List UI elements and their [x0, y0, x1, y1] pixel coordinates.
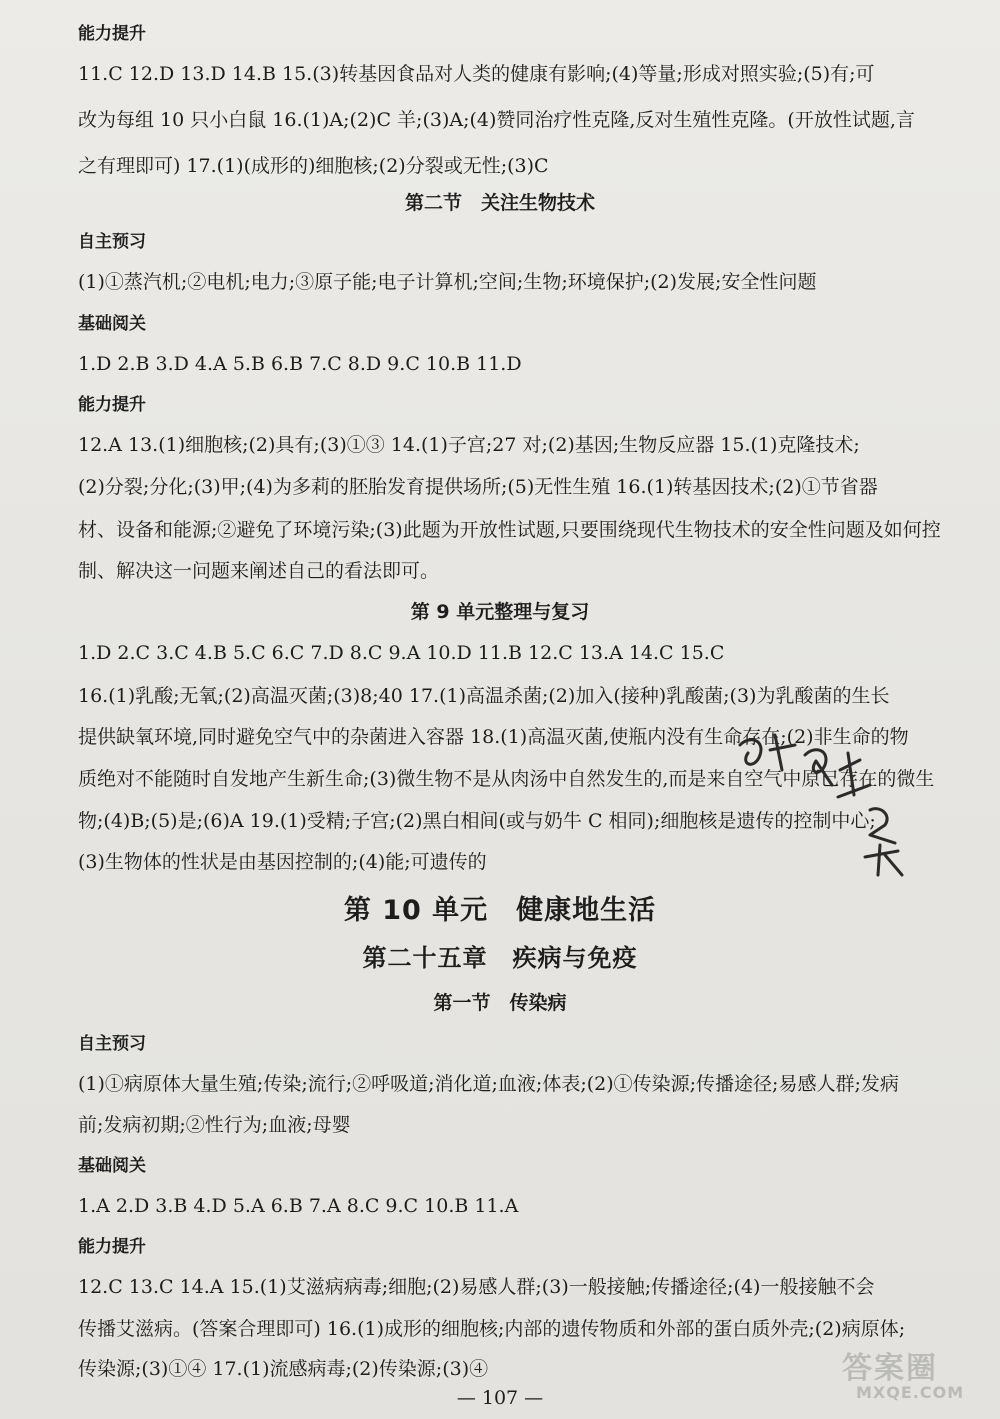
answer-line: (1)①蒸汽机;②电机;电力;③原子能;电子计算机;空间;生物;环境保护;(2)发展;安全性问题	[78, 271, 817, 293]
answer-line: 制、解决这一问题来阐述自己的看法即可。	[78, 560, 440, 582]
section-title: 第一节 传染病	[433, 992, 567, 1014]
answer-line: 材、设备和能源;②避免了环境污染;(3)此题为开放性试题,只要围绕现代生物技术的安全性问题及如何控	[78, 519, 941, 541]
answer-line: 物;(4)B;(5)是;(6)A 19.(1)受精;子宫;(2)黑白相间(或与奶牛 C 相同);细胞核是遗传的控制中心;	[78, 810, 876, 832]
answer-line: 12.A 13.(1)细胞核;(2)具有;(3)①③ 14.(1)子宫;27 对;(2)基因;生物反应器 15.(1)克隆技术;	[78, 434, 860, 456]
answer-line: 提供缺氧环境,同时避免空气中的杂菌进入容器 18.(1)高温灭菌,使瓶内没有生命存在;(2)非生命的物	[78, 726, 909, 748]
label-preview: 自主预习	[78, 232, 146, 252]
page-number: — 107 —	[456, 1387, 544, 1409]
answer-line: 1.D 2.B 3.D 4.A 5.B 6.B 7.C 8.D 9.C 10.B 11.D	[78, 353, 522, 375]
chapter-title: 第二十五章 疾病与免疫	[362, 944, 638, 972]
watermark-url: MXQE.COM	[856, 1383, 965, 1402]
unit-title: 第 10 单元 健康地生活	[343, 895, 657, 926]
answer-line: 之有理即可) 17.(1)(成形的)细胞核;(2)分裂或无性;(3)C	[78, 155, 549, 177]
watermark-text: 答案圈	[842, 1351, 938, 1386]
answer-line: 11.C 12.D 13.D 14.B 15.(3)转基因食品对人类的健康有影响;(4)等量;形成对照实验;(5)有;可	[78, 63, 875, 85]
answer-line: 前;发病初期;②性行为;血液;母婴	[78, 1114, 351, 1136]
label-ability-1: 能力提升	[78, 24, 146, 44]
answer-line: 质绝对不能随时自发地产生新生命;(3)微生物不是从肉汤中自然发生的,而是来自空气中原已存在的微生	[78, 768, 935, 790]
answer-line: 传播艾滋病。(答案合理即可) 16.(1)成形的细胞核;内部的遗传物质和外部的蛋白质外壳;(2)病原体;	[78, 1318, 906, 1340]
watermark-logo	[832, 1343, 982, 1407]
label-preview: 自主预习	[78, 1034, 146, 1054]
answer-line: (1)①病原体大量生殖;传染;流行;②呼吸道;消化道;血液;体表;(2)①传染源;传播途径;易感人群;发病	[78, 1073, 899, 1095]
label-ability-2: 能力提升	[78, 395, 146, 415]
answer-line: 1.A 2.D 3.B 4.D 5.A 6.B 7.A 8.C 9.C 10.B 11.A	[78, 1195, 519, 1217]
answer-line: (2)分裂;分化;(3)甲;(4)为多莉的胚胎发育提供场所;(5)无性生殖 16.(1)转基因技术;(2)①节省器	[78, 476, 878, 498]
answer-line: 12.C 13.C 14.A 15.(1)艾滋病病毒;细胞;(2)易感人群;(3)一般接触;传播途径;(4)一般接触不会	[78, 1276, 875, 1298]
answer-line: 16.(1)乳酸;无氧;(2)高温灭菌;(3)8;40 17.(1)高温杀菌;(2)加入(接种)乳酸菌;(3)为乳酸菌的生长	[78, 685, 890, 707]
label-ability-3: 能力提升	[78, 1237, 146, 1257]
label-basic: 基础阅关	[78, 314, 146, 334]
answer-line: (3)生物体的性状是由基因控制的;(4)能;可遗传的	[78, 851, 487, 873]
section-title: 第二节 关注生物技术	[404, 192, 595, 214]
answer-line: 传染源;(3)①④ 17.(1)流感病毒;(2)传染源;(3)④	[78, 1358, 489, 1380]
answer-line: 1.D 2.C 3.C 4.B 5.C 6.C 7.D 8.C 9.A 10.D 11.B 12.C 13.A 14.C 15.C	[78, 642, 725, 664]
answer-line: 改为每组 10 只小白鼠 16.(1)A;(2)C 羊;(3)A;(4)赞同治疗性克隆,反对生殖性克隆。(开放性试题,言	[78, 109, 915, 131]
review-title: 第 9 单元整理与复习	[410, 601, 590, 623]
handwritten-scribble	[720, 715, 920, 885]
label-basic: 基础阅关	[78, 1156, 146, 1176]
